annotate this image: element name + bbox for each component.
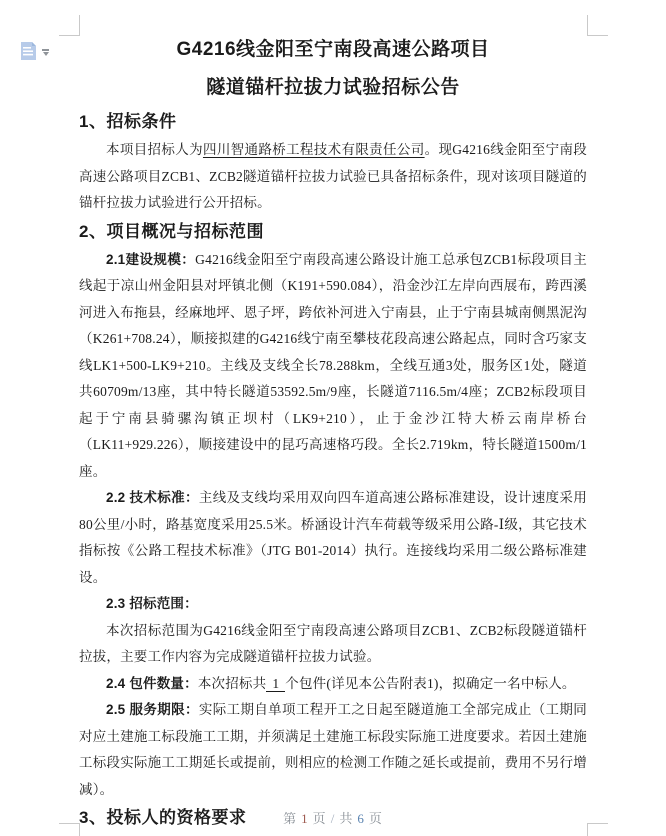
tenderee-name: 四川智通路桥工程技术有限责任公司 xyxy=(202,142,425,157)
section-heading-project-overview: 2、项目概况与招标范围 xyxy=(79,221,264,241)
subsection-label-2-4: 2.4 包件数量： xyxy=(106,675,198,691)
document-content xyxy=(79,31,587,833)
document-title-line-2: 隧道锚杆拉拔力试验招标公告 xyxy=(206,77,460,98)
document-title-line-1: G4216线金阳至宁南段高速公路项目 xyxy=(176,39,490,60)
package-count-rest: 个包件(详见本公告附表1)，拟确定一名中标人。 xyxy=(285,675,576,691)
paragraph-bid-scope xyxy=(79,618,587,671)
current-page-number: 1 xyxy=(301,811,309,826)
package-count-value: 1 xyxy=(266,676,285,692)
chevron-down-icon[interactable] xyxy=(42,49,49,56)
footer-label-ye2: 页 xyxy=(368,811,383,826)
paragraph-lead-text: 本项目招标人为 xyxy=(106,142,203,157)
package-count-lead: 本次招标共 xyxy=(197,675,267,691)
footer-label-di: 第 xyxy=(283,811,298,826)
subsection-heading-bid-scope xyxy=(79,591,587,618)
margin-annotation-control[interactable] xyxy=(20,42,49,65)
subsection-label-2-2: 2.2 技术标准： xyxy=(106,490,199,505)
footer-slash: / xyxy=(330,811,336,826)
subsection-label-2-1: 2.1建设规模： xyxy=(106,251,196,267)
section-heading-bidder-qualification: 3、投标人的资格要求 xyxy=(79,808,247,827)
subsection-label-2-3: 2.3 招标范围： xyxy=(106,596,198,611)
text-boundary-mark-top-right xyxy=(587,15,608,36)
paragraph-construction-scale xyxy=(79,247,587,486)
footer-label-gong: 共 xyxy=(339,811,354,826)
paragraph-package-count xyxy=(79,671,587,698)
total-page-number: 6 xyxy=(357,811,365,826)
paragraph-bid-conditions xyxy=(79,137,587,217)
text-boundary-mark-top-left xyxy=(59,15,80,36)
paragraph-technical-standard xyxy=(79,485,587,591)
paragraph-rest-text: 。现G4216线金阳至宁南段高速公路项目ZCB1、ZCB2隧道锚杆拉拔力试验已具备招标条件，现对该项目隧道的锚杆拉拔力试验进行公开招标。 xyxy=(79,142,588,210)
section-heading-bid-conditions: 1、招标条件 xyxy=(79,112,177,131)
subsection-text-2-3: 本次招标范围为G4216线金阳至宁南段高速公路项目ZCB1、ZCB2标段隧道锚杆拉拔，主要工作内容为完成隧道锚杆拉拔力试验。 xyxy=(79,622,587,664)
footer-label-ye1: 页 xyxy=(312,811,327,826)
subsection-text-2-5: 实际工期自单项工程开工之日起至隧道施工全部完成止（工期同对应土建施工标段施工工期，并须满足土建施工标段实际施工进度要求。若因土建施工标段实际施工工期延长或提前，则相应的检测工作随之延长或提前，费用不另行增减）。 xyxy=(79,702,587,797)
subsection-text-2-1: G4216线金阳至宁南段高速公路设计施工总承包ZCB1标段项目主线起于凉山州金阳县对坪镇北侧（K191+590.084），沿金沙江左岸向西展布，跨西溪河进入布拖县，经麻地坪、恩子坪，跨依补河进入宁南县，止于宁南县城南侧黑泥沟（K261+708.24），顺接拟建的G4216线宁南至攀枝花段高速公路起点，同时含巧家支线LK1+500-LK9+210。主线及支线全长78.288km，全线互通3处，服务区1处，隧道共60709m/13座，其中特长隧道53592.5m/9座，长隧道7116.5m/4座；ZCB2标段项目起于宁南县骑骡沟镇正坝村（LK9+210），止于金沙江特大桥云南岸桥台（LK11+929.226），顺接建设中的昆巧高速格巧段。全长2.719km，特长隧道1500m/1座。 xyxy=(79,251,588,479)
page-footer xyxy=(0,808,666,827)
document-icon xyxy=(20,42,36,65)
subsection-label-2-5: 2.5 服务期限： xyxy=(106,702,199,717)
paragraph-service-period xyxy=(79,697,587,803)
subsection-text-2-2: 主线及支线均采用双向四车道高速公路标准建设，设计速度采用80公里/小时，路基宽度采用25.5米。桥涵设计汽车荷载等级采用公路-Ⅰ级，其它技术指标按《公路工程技术标准》（JTG B01-2014）执行。连接线均采用二级公路标准建设。 xyxy=(79,490,587,585)
